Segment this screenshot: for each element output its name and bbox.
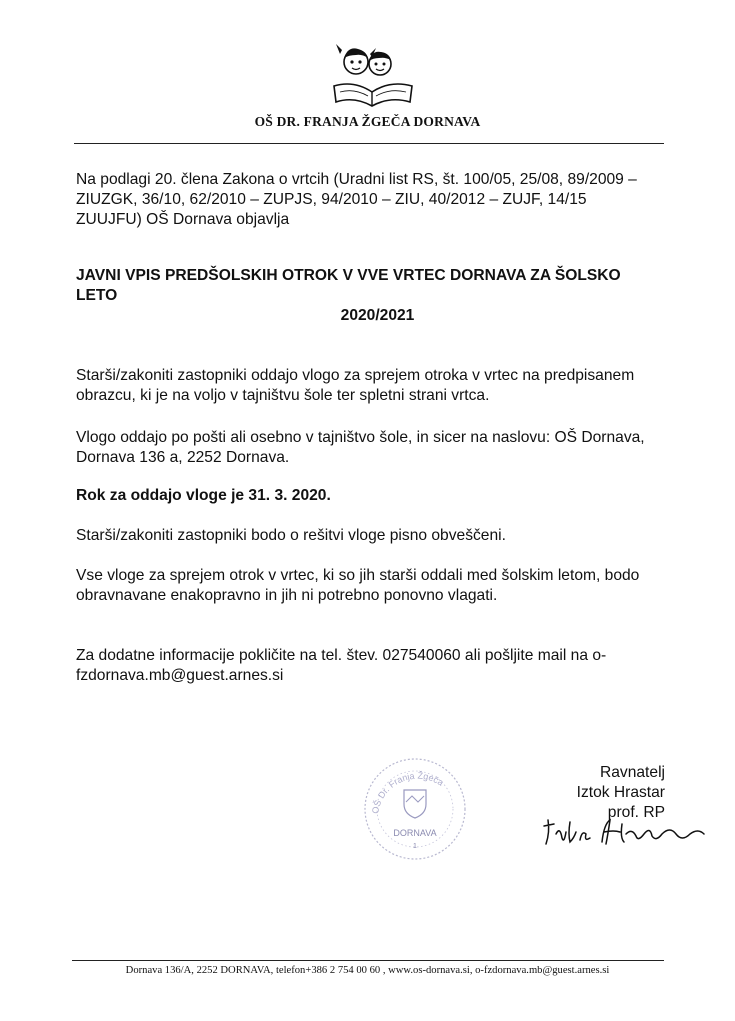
- body-paragraph-notification: Starši/zakoniti zastopniki bodo o rešitvi vloge pisno obveščeni.: [76, 527, 506, 544]
- contact-paragraph: Za dodatne informacije pokličite na tel. štev. 027540060 ali pošljite mail na o-fzdornava.mb@guest.arnes.si: [76, 647, 607, 684]
- body-paragraph-equal-treatment: Vse vloge za sprejem otrok v vrtec, ki so jih starši oddali med šolskim letom, bodo obravnavane enakopravno in jih ni potrebno ponovno vlagati.: [76, 567, 640, 604]
- announcement-title: JAVNI VPIS PREDŠOLSKIH OTROK V VVE VRTEC DORNAVA ZA ŠOLSKO LETO: [76, 267, 621, 304]
- signatory-role: Ravnatelj: [599, 764, 665, 781]
- svg-text:1: 1: [413, 843, 417, 850]
- footer-divider: [72, 960, 664, 961]
- header-divider: [74, 143, 664, 144]
- svg-text:DORNAVA: DORNAVA: [393, 828, 437, 838]
- school-year: 2020/2021: [340, 307, 415, 324]
- svg-text:OŠ Dr. Franja Žgeča: OŠ Dr. Franja Žgeča: [370, 770, 446, 815]
- body-paragraph-application: Starši/zakoniti zastopniki oddajo vlogo za sprejem otroka v vrtec na predpisanem obrazcu, ki je na voljo v tajništvu šole ter spletni strani vrtca.: [76, 367, 635, 404]
- body-paragraph-submission: Vlogo oddajo po pošti ali osebno v tajništvo šole, in sicer na naslovu: OŠ Dornava, Dornava 136 a, 2252 Dornava.: [76, 429, 645, 466]
- school-stamp: [360, 754, 470, 864]
- footer-contact: Dornava 136/A, 2252 DORNAVA, telefon+386 2 754 00 60 , www.os-dornava.si, o-fzdornava.mb@guest.arnes.si: [125, 965, 610, 976]
- handwritten-signature: [540, 812, 710, 852]
- school-name: OŠ DR. FRANJA ŽGEČA DORNAVA: [254, 114, 481, 129]
- signatory-title: prof. RP: [607, 804, 665, 821]
- intro-paragraph: Na podlagi 20. člena Zakona o vrtcih (Uradni list RS, št. 100/05, 25/08, 89/2009 – ZIUZGK, 36/10, 62/2010 – ZUPJS, 94/2010 – ZIU, 40/2012 – ZUJF, 14/15 ZUUJFU) OŠ Dornava objavlja: [76, 171, 637, 228]
- signatory-name: Iztok Hrastar: [576, 784, 665, 801]
- coat-of-arms-icon: [404, 790, 426, 818]
- children-reading-logo-icon: [322, 40, 422, 112]
- deadline-paragraph: Rok za oddajo vloge je 31. 3. 2020.: [76, 487, 331, 504]
